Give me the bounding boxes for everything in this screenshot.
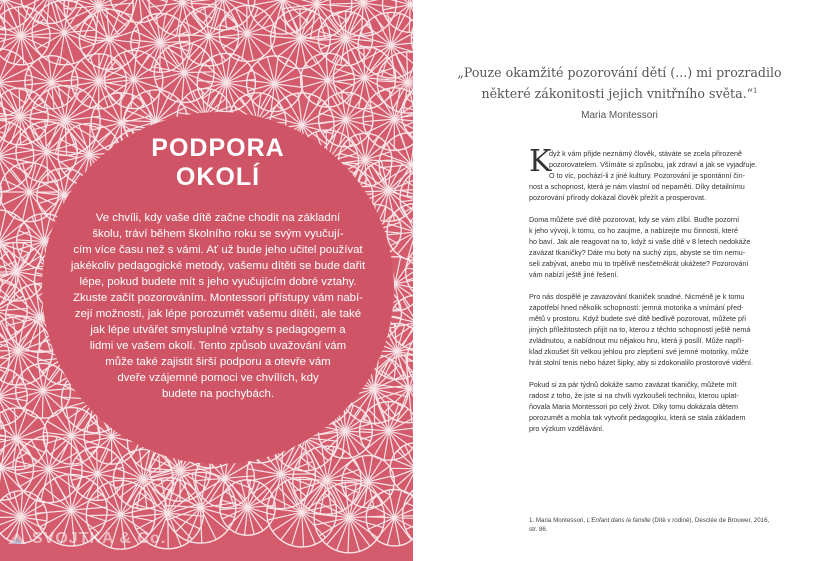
text-line: Pro nás dospělé je zavazování tkaniček snadné. Nicméně je k tomu [529,292,745,301]
epigraph-quote [413,64,826,123]
right-page [413,0,826,561]
body-line: lépe, pokud budete mít s jeho vyučujícím dobré vztahy. [79,276,357,288]
body-line: budete na pochybách. [161,388,275,400]
body-line: cím více času než s vámi. Ať už bude jeho učitel používat [73,244,363,256]
text-line: seli zabývat, anebo mu to trpělivě nesčetněkrát ukážete? Pozorování [529,259,749,268]
footnote-suffix: (Dítě v rodině), Desclée de Brouwer, 2016, [650,517,770,524]
section-title-line-2: OKOLÍ [175,163,261,191]
footnote-prefix: 1. Maria Montessori, [529,517,587,524]
text-line: vám nabízí ještě jiné řešení. [529,270,619,279]
body-line: jak lépe utvářet smysluplné vztahy s pedagogem a [90,324,346,336]
watermark-text: SVOJTKA & Co. [32,530,167,547]
footnote [529,516,797,534]
text-line: pozorování přírody dokázal člověk přežít a prosperovat. [529,193,706,202]
publisher-logo-icon [6,528,28,550]
body-line: dveře vzájemné pomoci ve chvílích, kdy [117,372,319,384]
text-line: klad zkoušet šít velkou jehlou pro zlepšení své jemné motoriky, může [529,347,749,356]
footnote-line-1 [529,516,797,525]
text-line: Doma můžete své dítě pozorovat, kdy se vám zlíbí. Buďte pozorní [529,215,740,224]
body-line: školu, tráví během školního roku se svým vyučují- [92,228,344,240]
text-line: jiných příležitostech přijít na to, kterou z těchto schopností ještě nemá [529,325,751,334]
main-text-column [529,144,797,445]
text-line: O to víc, pochází-li z jiné kultury. Pozorování je spontánní čin- [549,171,746,180]
footnote-marker: 1 [753,87,758,95]
body-line: může také zajistit širší podporu a otevře vám [105,356,331,368]
text-line: ňovala Maria Montessori po celý život. Díky tomu dokázala dětem [529,402,738,411]
section-title [42,134,394,192]
publisher-watermark [6,526,167,556]
text-line: mětů v prostoru. Když budete své dítě bedlivě pozorovat, můžete při [529,314,746,323]
section-title-line-1: PODPORA [151,134,285,162]
paragraph [529,291,797,368]
text-line: dyž k vám přijde neznámý člověk, stáváte se zcela přirozeně [549,149,742,158]
text-line: hrát stolní tenis nebo házet šipky, aby si zdokonalilo prostorové vidění. [529,358,754,367]
text-line: pro výzkum vzdělávání. [529,424,605,433]
text-line: zavázat tkaničky? Dáte mu boty na suchý zips, abyste se tím nemu- [529,248,746,257]
text-line: nost a schopnost, která je nám vlastní od nepaměti. Díky detailnímu [529,182,745,191]
paragraph [529,144,797,203]
text-line: k jeho vývoji, k tomu, co ho zaujme, a nabízejte mu činnosti, které [529,226,738,235]
paragraph [529,214,797,280]
quote-author: Maria Montessori [581,110,658,122]
text-line: porozumět a mohla tak vytvořit pedagogiku, která se stala základem [529,413,746,422]
body-line: zejí možnosti, jak lépe porozumět vašemu dítěti, ale také [74,308,362,320]
quote-line-2 [413,82,826,103]
text-line: ho baví. Jak ale reagovat na to, když si vaše dítě v 8 letech nedokáže [529,237,751,246]
text-line: radost z toho, že jste si na chvíli vyzkoušeli techniku, kterou uplat- [529,391,739,400]
text-line: Pokud si za pár týdnů dokáže samo zavázat tkaničky, můžete mít [529,380,737,389]
drop-cap: K [529,144,552,179]
text-line: zapotřebí hned několik schopností: jemná motorika a vnímání před- [529,303,744,312]
text-line: pozorovatelem. Všímáte si způsobu, jak zdraví a jak se vyjadřuje. [549,160,758,169]
quote-line-2-text: některé zákonitosti jejich vnitřního světa.“ [481,86,754,102]
circle-body-text [42,210,394,402]
footnote-line-2: str. 86. [529,526,548,533]
text-line: zvládnutou, a nabídnout mu nějakou hru, která ji posílí. Může napří- [529,336,744,345]
paragraph [529,379,797,434]
body-line: Zkuste začít pozorováním. Montessori přístupy vám nabí- [73,292,363,304]
body-line: jakékoliv pedagogické metody, vašemu dítěti se bude dařit [70,260,366,272]
body-line: lidmi ve vašem okolí. Tento způsob uvažování vám [89,340,347,352]
body-line: Ve chvíli, kdy vaše dítě začne chodit na základní [95,212,341,224]
quote-line-1: „Pouze okamžité pozorování dětí (...) mi prozradilo [457,65,782,80]
footnote-book-title: L'Enfant dans la famille [586,517,651,524]
